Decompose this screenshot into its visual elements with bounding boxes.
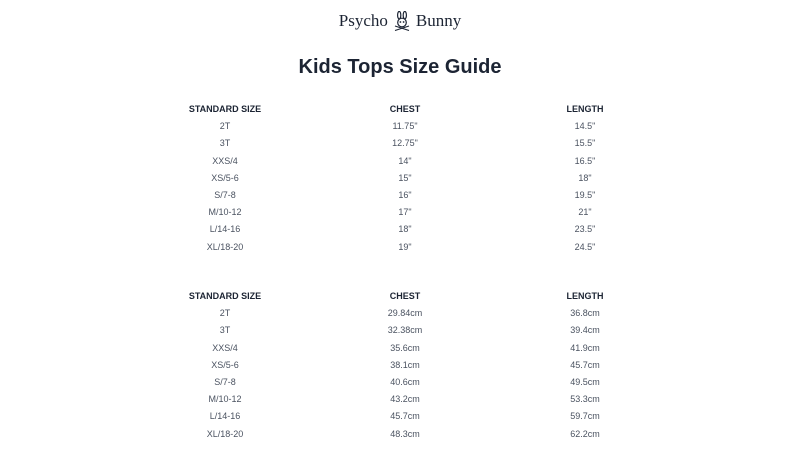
header-length: LENGTH bbox=[566, 291, 604, 301]
cell-length: 41.9cm bbox=[570, 342, 600, 353]
cell-chest: 11.75" bbox=[392, 121, 418, 132]
table-row bbox=[0, 360, 800, 377]
cell-length: 53.3cm bbox=[570, 394, 600, 405]
cell-size: XL/18-20 bbox=[206, 428, 244, 439]
cell-chest: 15" bbox=[398, 172, 412, 183]
table-header-row bbox=[0, 291, 800, 308]
cell-size: XL/18-20 bbox=[206, 241, 244, 252]
cell-length: 23.5" bbox=[574, 224, 596, 235]
cell-chest: 35.6cm bbox=[390, 342, 420, 353]
cell-size: 3T bbox=[219, 138, 231, 149]
brand-logo[interactable] bbox=[0, 11, 800, 31]
table-row bbox=[0, 325, 800, 342]
table-row bbox=[0, 394, 800, 411]
size-table-inches bbox=[0, 104, 800, 259]
cell-size: L/14-16 bbox=[209, 224, 241, 235]
table-row bbox=[0, 308, 800, 325]
cell-chest: 48.3cm bbox=[390, 428, 420, 439]
header-standard-size: STANDARD SIZE bbox=[188, 291, 262, 301]
cell-chest: 32.38cm bbox=[387, 325, 423, 336]
cell-size: S/7-8 bbox=[214, 376, 236, 387]
cell-size: 2T bbox=[219, 121, 231, 132]
brand-name-right: Bunny bbox=[415, 11, 462, 30]
cell-size: XXS/4 bbox=[212, 155, 238, 166]
table-row bbox=[0, 138, 800, 155]
cell-size: L/14-16 bbox=[209, 411, 241, 422]
cell-length: 18" bbox=[578, 172, 592, 183]
header-chest: CHEST bbox=[389, 104, 421, 114]
cell-size: XS/5-6 bbox=[211, 359, 239, 370]
cell-length: 19.5" bbox=[574, 189, 596, 200]
cell-length: 39.4cm bbox=[570, 325, 600, 336]
table-row bbox=[0, 121, 800, 138]
cell-chest: 18" bbox=[398, 224, 412, 235]
header-standard-size: STANDARD SIZE bbox=[188, 104, 262, 114]
cell-size: 2T bbox=[219, 308, 231, 319]
cell-size: XS/5-6 bbox=[211, 172, 239, 183]
cell-chest: 19" bbox=[398, 241, 412, 252]
cell-chest: 29.84cm bbox=[387, 308, 423, 319]
table-row bbox=[0, 242, 800, 259]
table-row bbox=[0, 190, 800, 207]
cell-size: XXS/4 bbox=[212, 342, 238, 353]
table-row bbox=[0, 207, 800, 224]
cell-chest: 43.2cm bbox=[390, 394, 420, 405]
table-row bbox=[0, 377, 800, 394]
header-chest: CHEST bbox=[389, 291, 421, 301]
table-row bbox=[0, 156, 800, 173]
table-header-row bbox=[0, 104, 800, 121]
cell-size: M/10-12 bbox=[208, 207, 242, 218]
table-row bbox=[0, 343, 800, 360]
header-length: LENGTH bbox=[566, 104, 604, 114]
cell-length: 59.7cm bbox=[570, 411, 600, 422]
cell-chest: 17" bbox=[398, 207, 412, 218]
cell-size: 3T bbox=[219, 325, 231, 336]
cell-length: 15.5" bbox=[574, 138, 596, 149]
cell-chest: 38.1cm bbox=[390, 359, 420, 370]
brand-name-left: Psycho bbox=[338, 11, 388, 30]
cell-length: 16.5" bbox=[574, 155, 596, 166]
cell-chest: 16" bbox=[398, 189, 412, 200]
cell-length: 45.7cm bbox=[570, 359, 600, 370]
page-title: Kids Tops Size Guide bbox=[298, 56, 502, 78]
cell-length: 36.8cm bbox=[570, 308, 600, 319]
cell-chest: 14" bbox=[398, 155, 412, 166]
cell-length: 62.2cm bbox=[570, 428, 600, 439]
cell-size: M/10-12 bbox=[208, 394, 242, 405]
table-row bbox=[0, 411, 800, 428]
cell-chest: 40.6cm bbox=[390, 376, 420, 387]
cell-length: 49.5cm bbox=[570, 376, 600, 387]
cell-length: 24.5" bbox=[574, 241, 596, 252]
cell-chest: 45.7cm bbox=[390, 411, 420, 422]
cell-size: S/7-8 bbox=[214, 189, 236, 200]
size-table-cm bbox=[0, 291, 800, 446]
bunny-skull-icon bbox=[394, 11, 410, 31]
cell-chest: 12.75" bbox=[392, 138, 418, 149]
table-row bbox=[0, 224, 800, 241]
cell-length: 21" bbox=[578, 207, 592, 218]
table-row bbox=[0, 429, 800, 446]
cell-length: 14.5" bbox=[574, 121, 596, 132]
table-row bbox=[0, 173, 800, 190]
